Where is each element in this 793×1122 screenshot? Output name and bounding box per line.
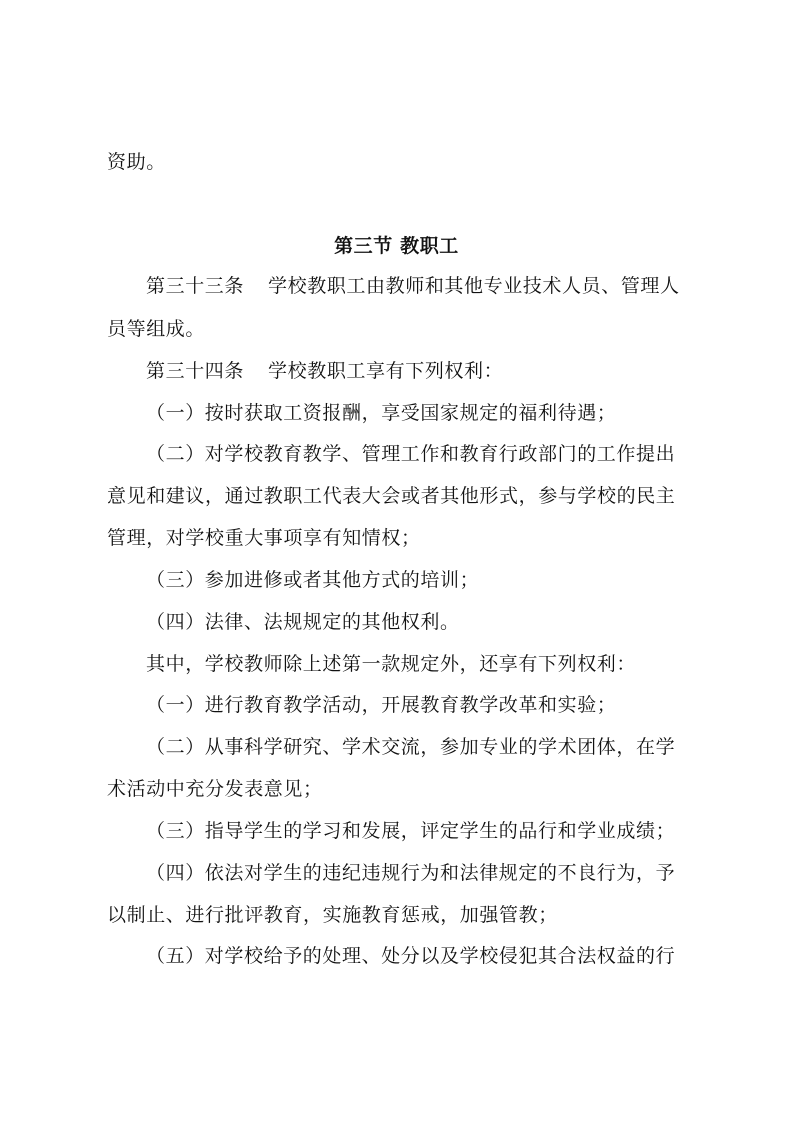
- teacher-right-5-line-1: （五）对学校给予的处理、处分以及学校侵犯其合法权益的行: [146, 945, 676, 967]
- staff-right-3: （三）参加进修或者其他方式的培训；: [146, 569, 480, 591]
- article-34-label: 第三十四条: [146, 360, 245, 382]
- teacher-right-4-line-2: 以制止、进行批评教育，实施教育惩戒，加强管教；: [107, 904, 558, 926]
- staff-right-2-line-2: 意见和建议，通过教职工代表大会或者其他形式，参与学校的民主: [107, 485, 676, 507]
- teacher-intro: 其中，学校教师除上述第一款规定外，还享有下列权利：: [146, 653, 637, 675]
- section-heading: 第三节 教职工: [334, 235, 459, 257]
- article-33-line-2: 员等组成。: [107, 318, 206, 340]
- article-34-text: 学校教职工享有下列权利：: [268, 360, 504, 382]
- teacher-right-2-line-2: 术活动中充分发表意见；: [107, 778, 323, 800]
- staff-right-4: （四）法律、法规规定的其他权利。: [146, 611, 460, 633]
- teacher-right-1: （一）进行教育教学活动，开展教育教学改革和实验；: [146, 694, 617, 716]
- article-33-text: 学校教职工由教师和其他专业技术人员、管理人: [268, 275, 680, 297]
- paragraph-fragment: 资助。: [107, 151, 166, 173]
- teacher-right-4-line-1: （四）依法对学生的违纪违规行为和法律规定的不良行为，予: [146, 862, 676, 884]
- article-33-label: 第三十三条: [146, 275, 245, 297]
- staff-right-2-line-1: （二）对学校教育教学、管理工作和教育行政部门的工作提出: [146, 443, 676, 465]
- staff-right-1: （一）按时获取工资报酬，享受国家规定的福利待遇；: [146, 402, 617, 424]
- article-33-line-1: [0, 273, 793, 299]
- article-34-line: [0, 358, 793, 384]
- teacher-right-2-line-1: （二）从事科学研究、学术交流，参加专业的学术团体，在学: [146, 736, 676, 758]
- staff-right-2-line-3: 管理，对学校重大事项享有知情权；: [107, 527, 421, 549]
- teacher-right-3: （三）指导学生的学习和发展，评定学生的品行和学业成绩；: [146, 820, 676, 842]
